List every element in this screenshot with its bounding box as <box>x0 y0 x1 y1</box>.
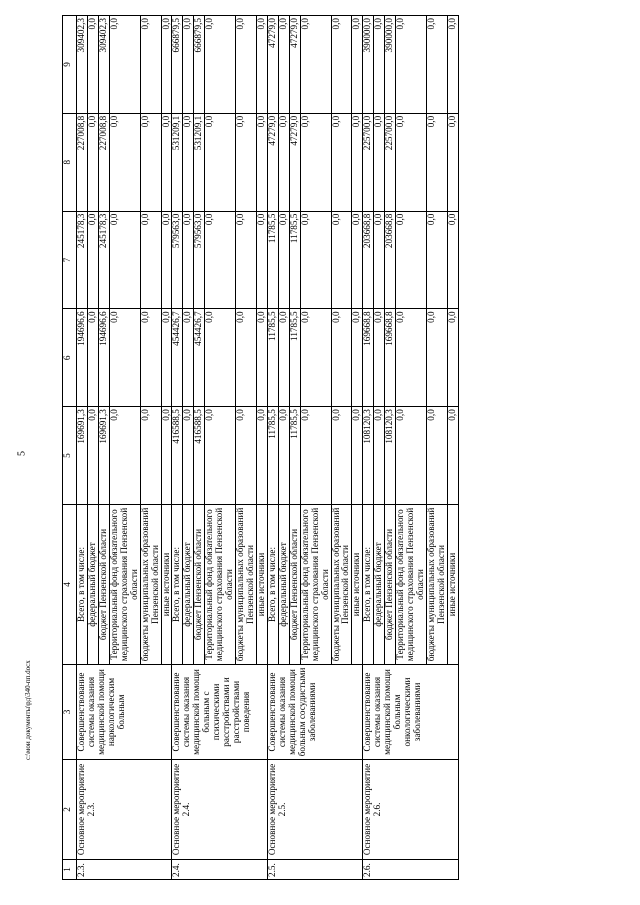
amount-cell: 666879,5 <box>194 16 205 114</box>
funding-source: федеральный бюджет <box>278 505 289 665</box>
amount-cell: 0,0 <box>374 113 385 211</box>
amount-cell: 0,0 <box>236 407 257 505</box>
amount-cell: 0,0 <box>278 113 289 211</box>
funding-source: бюджет Пензенской области <box>194 505 205 665</box>
amount-cell: 0,0 <box>205 211 236 309</box>
amount-cell: 390000,0 <box>385 16 396 114</box>
amount-cell: 0,0 <box>205 16 236 114</box>
amount-cell: 0,0 <box>426 113 447 211</box>
amount-cell: 0,0 <box>426 211 447 309</box>
amount-cell: 0,0 <box>426 407 447 505</box>
amount-cell: 0,0 <box>374 309 385 407</box>
amount-cell: 0,0 <box>140 113 161 211</box>
amount-cell: 0,0 <box>426 309 447 407</box>
amount-cell: 0,0 <box>161 309 172 407</box>
funding-source: Территориальный фонд обязательного медицинского страхования Пензенской области <box>396 505 427 665</box>
table-body <box>77 16 459 880</box>
funding-source: Территориальный фонд обязательного медицинского страхования Пензенской области <box>109 505 140 665</box>
table-row <box>363 16 374 880</box>
amount-cell: 416588,5 <box>194 407 205 505</box>
funding-source: иные источники <box>352 505 363 665</box>
table-row <box>172 16 183 880</box>
amount-cell: 309402,3 <box>98 16 109 114</box>
funding-source: иные источники <box>447 505 458 665</box>
amount-cell: 245178,3 <box>98 211 109 309</box>
amount-cell: 0,0 <box>300 113 331 211</box>
amount-cell: 0,0 <box>109 407 140 505</box>
amount-cell: 0,0 <box>205 407 236 505</box>
amount-cell: 0,0 <box>87 407 98 505</box>
funding-source: бюджет Пензенской области <box>98 505 109 665</box>
header-row <box>63 16 77 880</box>
amount-cell: 11785,5 <box>267 309 278 407</box>
funding-source: Всего, в том числе: <box>172 505 183 665</box>
amount-cell: 0,0 <box>256 407 267 505</box>
amount-cell: 194696,6 <box>98 309 109 407</box>
amount-cell: 0,0 <box>236 16 257 114</box>
funding-source: иные источники <box>256 505 267 665</box>
amount-cell: 0,0 <box>447 16 458 114</box>
amount-cell: 0,0 <box>183 407 194 505</box>
group-number: 2.5. <box>267 860 362 880</box>
funding-source: бюджеты муниципальных образований Пензенской области <box>140 505 161 665</box>
amount-cell: 169668,8 <box>363 309 374 407</box>
amount-cell: 47279,0 <box>289 113 300 211</box>
funding-source: Всего, в том числе: <box>77 505 88 665</box>
amount-cell: 0,0 <box>331 113 352 211</box>
event-name: Основное мероприятие 2.4. <box>172 760 267 860</box>
amount-cell: 194696,6 <box>77 309 88 407</box>
amount-cell: 454426,7 <box>172 309 183 407</box>
event-title: Совершенствование системы оказания медицинской помощи больным сосудистыми заболеваниями <box>267 665 362 760</box>
amount-cell: 0,0 <box>87 113 98 211</box>
amount-cell: 0,0 <box>396 309 427 407</box>
header-cell: 8 <box>63 113 77 211</box>
page-number: 5 <box>16 451 28 456</box>
funding-source: бюджеты муниципальных образований Пензенской области <box>331 505 352 665</box>
amount-cell: 0,0 <box>161 407 172 505</box>
amount-cell: 0,0 <box>426 16 447 114</box>
amount-cell: 0,0 <box>300 211 331 309</box>
amount-cell: 0,0 <box>183 309 194 407</box>
event-name: Основное мероприятие 2.3. <box>77 760 172 860</box>
header-cell: 9 <box>63 16 77 114</box>
amount-cell: 11785,5 <box>289 211 300 309</box>
event-name: Основное мероприятие 2.6. <box>363 760 458 860</box>
amount-cell: 225700,0 <box>385 113 396 211</box>
amount-cell: 0,0 <box>331 16 352 114</box>
amount-cell: 0,0 <box>447 113 458 211</box>
amount-cell: 0,0 <box>374 407 385 505</box>
amount-cell: 0,0 <box>331 407 352 505</box>
amount-cell: 666879,5 <box>172 16 183 114</box>
amount-cell: 203668,8 <box>385 211 396 309</box>
amount-cell: 0,0 <box>205 113 236 211</box>
amount-cell: 0,0 <box>87 211 98 309</box>
amount-cell: 0,0 <box>256 16 267 114</box>
amount-cell: 0,0 <box>256 211 267 309</box>
group-number: 2.4. <box>172 860 267 880</box>
amount-cell: 0,0 <box>447 309 458 407</box>
amount-cell: 0,0 <box>109 211 140 309</box>
event-name: Основное мероприятие 2.5. <box>267 760 362 860</box>
amount-cell: 0,0 <box>278 16 289 114</box>
amount-cell: 11785,5 <box>267 211 278 309</box>
header-cell: 6 <box>63 309 77 407</box>
amount-cell: 47279,0 <box>267 16 278 114</box>
funding-source: федеральный бюджет <box>87 505 98 665</box>
funding-source: бюджет Пензенской области <box>385 505 396 665</box>
funding-source: федеральный бюджет <box>183 505 194 665</box>
group-number: 2.3. <box>77 860 172 880</box>
funding-source: Территориальный фонд обязательного медицинского страхования Пензенской области <box>205 505 236 665</box>
amount-cell: 0,0 <box>140 309 161 407</box>
amount-cell: 227008,8 <box>77 113 88 211</box>
funding-source: бюджет Пензенской области <box>289 505 300 665</box>
amount-cell: 227008,8 <box>98 113 109 211</box>
amount-cell: 0,0 <box>396 211 427 309</box>
amount-cell: 579563,0 <box>194 211 205 309</box>
group-number: 2.6. <box>363 860 458 880</box>
amount-cell: 0,0 <box>278 211 289 309</box>
amount-cell: 0,0 <box>278 309 289 407</box>
amount-cell: 0,0 <box>183 16 194 114</box>
amount-cell: 0,0 <box>300 309 331 407</box>
amount-cell: 0,0 <box>374 211 385 309</box>
amount-cell: 0,0 <box>352 16 363 114</box>
amount-cell: 0,0 <box>140 16 161 114</box>
amount-cell: 0,0 <box>278 407 289 505</box>
amount-cell: 0,0 <box>161 16 172 114</box>
amount-cell: 0,0 <box>256 309 267 407</box>
rotated-sheet <box>62 15 612 880</box>
amount-cell: 11785,5 <box>289 309 300 407</box>
amount-cell: 579563,0 <box>172 211 183 309</box>
event-title: Совершенствование системы оказания медицинской помощи наркологическим больным <box>77 665 172 760</box>
amount-cell: 0,0 <box>109 309 140 407</box>
amount-cell: 0,0 <box>109 113 140 211</box>
amount-cell: 0,0 <box>236 211 257 309</box>
funding-source: Всего, в том числе: <box>363 505 374 665</box>
funding-source: Всего, в том числе: <box>267 505 278 665</box>
amount-cell: 531209,1 <box>194 113 205 211</box>
amount-cell: 169668,8 <box>385 309 396 407</box>
amount-cell: 245178,3 <box>77 211 88 309</box>
amount-cell: 0,0 <box>374 16 385 114</box>
table-row <box>77 16 88 880</box>
amount-cell: 0,0 <box>140 407 161 505</box>
amount-cell: 169691,3 <box>98 407 109 505</box>
amount-cell: 416588,5 <box>172 407 183 505</box>
amount-cell: 0,0 <box>183 113 194 211</box>
footer-file-path: c:\мои документы\рд\340-пп.docx <box>24 660 32 760</box>
amount-cell: 108120,3 <box>385 407 396 505</box>
table-row <box>267 16 278 880</box>
amount-cell: 0,0 <box>396 16 427 114</box>
amount-cell: 0,0 <box>87 16 98 114</box>
header-cell: 3 <box>63 665 77 760</box>
funding-table <box>62 15 459 880</box>
header-cell: 2 <box>63 760 77 860</box>
event-title: Совершенствование системы оказания медицинской помощи больным с психическими расстройствами и расстройствами поведения <box>172 665 267 760</box>
amount-cell: 390000,0 <box>363 16 374 114</box>
funding-source: бюджеты муниципальных образований Пензенской области <box>236 505 257 665</box>
amount-cell: 0,0 <box>447 211 458 309</box>
amount-cell: 0,0 <box>396 407 427 505</box>
amount-cell: 0,0 <box>140 211 161 309</box>
amount-cell: 0,0 <box>447 407 458 505</box>
funding-source: федеральный бюджет <box>374 505 385 665</box>
amount-cell: 47279,0 <box>267 113 278 211</box>
amount-cell: 0,0 <box>161 113 172 211</box>
amount-cell: 0,0 <box>256 113 267 211</box>
amount-cell: 0,0 <box>87 309 98 407</box>
header-cell: 4 <box>63 505 77 665</box>
amount-cell: 0,0 <box>352 113 363 211</box>
amount-cell: 11785,5 <box>289 407 300 505</box>
amount-cell: 0,0 <box>352 309 363 407</box>
amount-cell: 0,0 <box>236 113 257 211</box>
amount-cell: 0,0 <box>205 309 236 407</box>
header-cell: 5 <box>63 407 77 505</box>
header-cell: 1 <box>63 860 77 880</box>
funding-source: иные источники <box>161 505 172 665</box>
amount-cell: 309402,3 <box>77 16 88 114</box>
amount-cell: 531209,1 <box>172 113 183 211</box>
amount-cell: 0,0 <box>352 211 363 309</box>
amount-cell: 0,0 <box>109 16 140 114</box>
amount-cell: 169691,3 <box>77 407 88 505</box>
amount-cell: 0,0 <box>352 407 363 505</box>
amount-cell: 0,0 <box>300 16 331 114</box>
funding-source: Территориальный фонд обязательного медицинского страхования Пензенской области <box>300 505 331 665</box>
amount-cell: 11785,5 <box>267 407 278 505</box>
amount-cell: 0,0 <box>300 407 331 505</box>
amount-cell: 454426,7 <box>194 309 205 407</box>
amount-cell: 108120,3 <box>363 407 374 505</box>
amount-cell: 225700,0 <box>363 113 374 211</box>
funding-source: бюджеты муниципальных образований Пензенской области <box>426 505 447 665</box>
amount-cell: 0,0 <box>161 211 172 309</box>
amount-cell: 0,0 <box>331 211 352 309</box>
amount-cell: 0,0 <box>183 211 194 309</box>
amount-cell: 203668,8 <box>363 211 374 309</box>
amount-cell: 47279,0 <box>289 16 300 114</box>
header-cell: 7 <box>63 211 77 309</box>
amount-cell: 0,0 <box>331 309 352 407</box>
event-title: Совершенствование системы оказания медицинской помощи больным онкологическими заболеваниями <box>363 665 458 760</box>
amount-cell: 0,0 <box>236 309 257 407</box>
amount-cell: 0,0 <box>396 113 427 211</box>
